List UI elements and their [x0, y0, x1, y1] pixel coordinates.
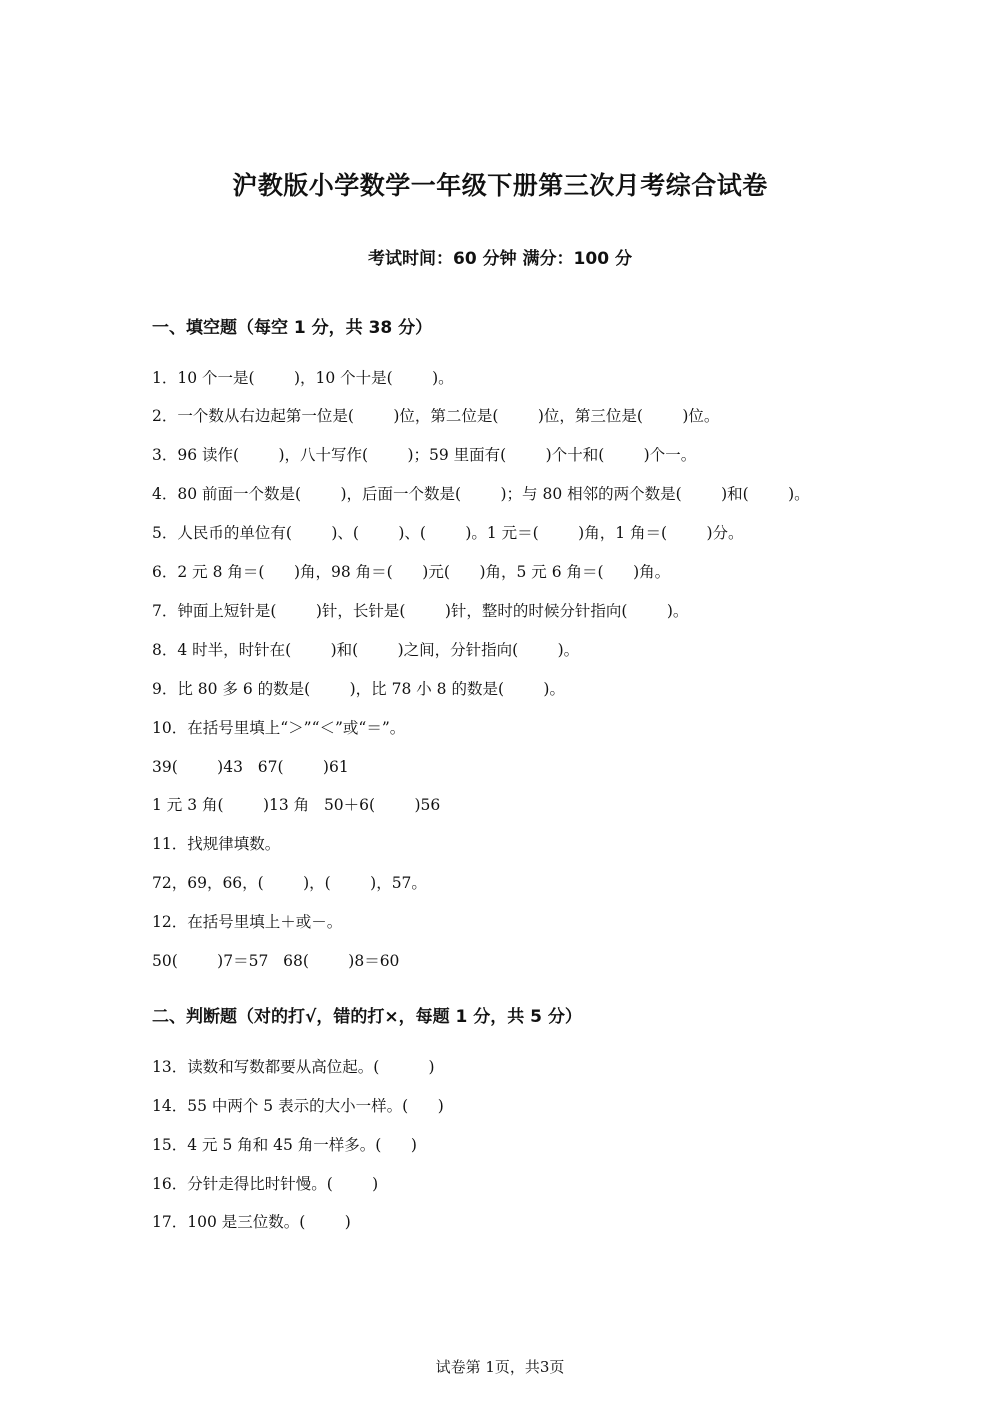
question-12-row: 50( )7＝57 68( )8＝60 — [152, 952, 400, 970]
question-6: 6．2 元 8 角＝( )角，98 角＝( )元( )角，5 元 6 角＝( )角。 — [152, 563, 671, 581]
question-11-row: 72，69，66，( )，( )，57。 — [152, 874, 427, 892]
question-1: 1．10 个一是( )，10 个十是( )。 — [152, 369, 454, 387]
question-11: 11．找规律填数。 — [152, 835, 281, 853]
question-10-row-1: 39( )43 67( )61 — [152, 758, 349, 776]
question-3: 3．96 读作( )，八十写作( )；59 里面有( )个十和( )个一。 — [152, 446, 697, 464]
page-footer: 试卷第 1页，共3页 — [435, 1358, 565, 1376]
question-10: 10．在括号里填上“＞”“＜”或“＝”。 — [152, 719, 406, 737]
question-9: 9．比 80 多 6 的数是( )，比 78 小 8 的数是( )。 — [152, 680, 565, 698]
exam-title: 沪教版小学数学一年级下册第三次月考综合试卷 — [232, 171, 768, 200]
question-7: 7．钟面上短针是( )针，长针是( )针，整时的时候分针指向( )。 — [152, 602, 689, 620]
question-16: 16．分针走得比时针慢。( ) — [152, 1175, 379, 1193]
exam-subtitle: 考试时间：60 分钟 满分：100 分 — [368, 249, 632, 269]
question-12: 12．在括号里填上＋或－。 — [152, 913, 343, 931]
question-10-row-2: 1 元 3 角( )13 角 50＋6( )56 — [152, 796, 441, 814]
question-4: 4．80 前面一个数是( )，后面一个数是( )；与 80 相邻的两个数是( )和( )。 — [152, 485, 810, 503]
question-2: 2．一个数从右边起第一位是( )位，第二位是( )位，第三位是( )位。 — [152, 407, 720, 425]
question-14: 14．55 中两个 5 表示的大小一样。( ) — [152, 1097, 444, 1115]
question-13: 13．读数和写数都要从高位起。( ) — [152, 1058, 435, 1076]
question-5: 5．人民币的单位有( )、( )、( )。1 元＝( )角，1 角＝( )分。 — [152, 524, 744, 542]
question-15: 15．4 元 5 角和 45 角一样多。( ) — [152, 1136, 417, 1154]
section-true-false-heading: 二、判断题（对的打√，错的打×，每题 1 分，共 5 分） — [152, 1007, 582, 1027]
question-8: 8．4 时半，时针在( )和( )之间，分针指向( )。 — [152, 641, 580, 659]
section-fill-blank-heading: 一、填空题（每空 1 分，共 38 分） — [152, 318, 433, 338]
question-17: 17．100 是三位数。( ) — [152, 1213, 351, 1231]
